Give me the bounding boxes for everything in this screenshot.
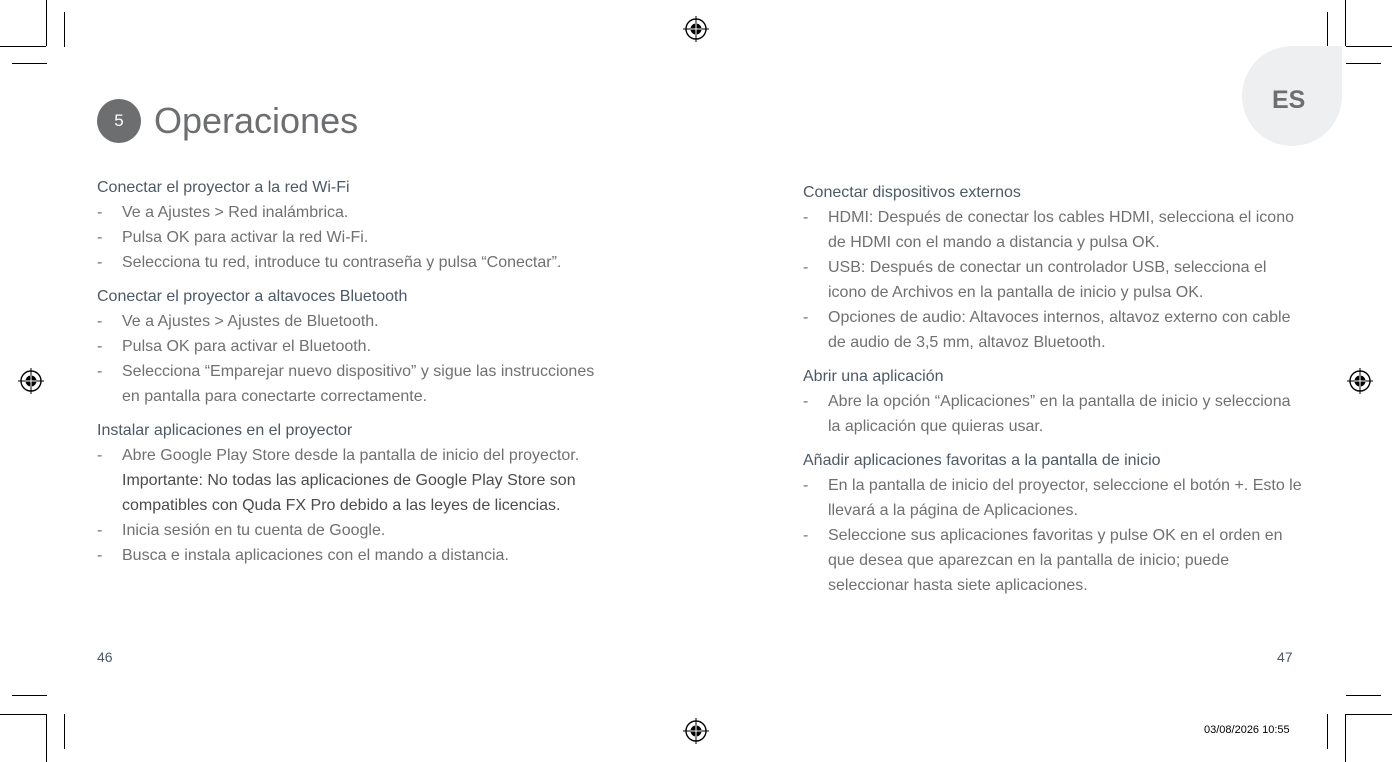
crop-mark <box>64 12 65 47</box>
section-heading: Conectar dispositivos externos <box>803 184 1021 201</box>
list-item: - En la pantalla de inicio del proyector, seleccione el botón +. Esto le llevará a la página de Aplicaciones. <box>803 473 1303 523</box>
crop-mark <box>0 714 46 715</box>
section-heading: Conectar el proyector a la red Wi-Fi <box>97 179 350 196</box>
registration-mark-icon <box>18 368 44 394</box>
step-list <box>97 443 597 568</box>
crop-mark <box>12 63 47 64</box>
list-item: - Abre la opción “Aplicaciones” en la pantalla de inicio y selecciona la aplicación que quieras usar. <box>803 389 1303 439</box>
section-install-apps <box>97 418 597 568</box>
important-note: Importante: No todas las aplicaciones de Google Play Store son compatibles con Quda FX Pro debido a las leyes de licencias. <box>122 472 576 514</box>
crop-mark <box>12 695 47 696</box>
crop-mark <box>1327 714 1328 749</box>
crop-mark <box>46 0 47 46</box>
section-heading: Instalar aplicaciones en el proyector <box>97 422 353 439</box>
list-item-text: Abre Google Play Store desde la pantalla de inicio del proyector. <box>122 447 580 464</box>
list-item: - HDMI: Después de conectar los cables HDMI, selecciona el icono de HDMI con el mando a distancia y pulsa OK. <box>803 205 1303 255</box>
list-item: - Ve a Ajustes > Red inalámbrica. <box>97 200 597 225</box>
right-column <box>803 180 1303 607</box>
list-item: - Seleccione sus aplicaciones favoritas y pulse OK en el orden en que desea que aparezcan en la pantalla de inicio; puede seleccionar hasta siete aplicaciones. <box>803 523 1303 598</box>
list-item: - Opciones de audio: Altavoces internos, altavoz externo con cable de audio de 3,5 mm, altavoz Bluetooth. <box>803 305 1303 355</box>
language-badge-label: ES <box>1272 86 1306 114</box>
list-item: - Pulsa OK para activar la red Wi-Fi. <box>97 225 597 250</box>
list-item: - Selecciona tu red, introduce tu contraseña y pulsa “Conectar”. <box>97 250 597 275</box>
crop-mark <box>1345 714 1346 762</box>
left-column <box>97 175 597 577</box>
section-wifi <box>97 175 597 275</box>
crop-mark <box>1345 0 1346 46</box>
registration-mark-icon <box>683 718 709 744</box>
page-number-left: 46 <box>97 649 113 665</box>
section-heading: Abrir una aplicación <box>803 368 944 385</box>
crop-mark <box>46 714 47 762</box>
chapter-title: Operaciones <box>154 100 359 141</box>
crop-mark <box>64 714 65 749</box>
print-timestamp: 03/08/2026 10:55 <box>1204 724 1290 736</box>
section-heading: Conectar el proyector a altavoces Bluetooth <box>97 288 408 305</box>
section-external-devices <box>803 180 1303 355</box>
language-badge <box>1242 46 1342 146</box>
step-list <box>803 205 1303 355</box>
step-list <box>97 200 597 275</box>
step-list <box>97 309 597 409</box>
crop-mark <box>1346 714 1392 715</box>
crop-mark <box>0 46 46 47</box>
crop-mark <box>1327 12 1328 47</box>
list-item: - Selecciona “Emparejar nuevo dispositivo” y sigue las instrucciones en pantalla para conectarte correctamente. <box>97 359 597 409</box>
registration-mark-icon <box>683 16 709 42</box>
step-list <box>803 389 1303 439</box>
crop-mark <box>1346 63 1381 64</box>
page-number-right: 47 <box>1277 649 1293 665</box>
section-open-app <box>803 364 1303 439</box>
list-item: - Busca e instala aplicaciones con el mando a distancia. <box>97 543 597 568</box>
step-list <box>803 473 1303 598</box>
registration-mark-icon <box>1347 368 1373 394</box>
crop-mark <box>1346 695 1381 696</box>
list-item <box>97 443 597 518</box>
section-heading: Añadir aplicaciones favoritas a la pantalla de inicio <box>803 452 1161 469</box>
list-item: - Ve a Ajustes > Ajustes de Bluetooth. <box>97 309 597 334</box>
section-bluetooth <box>97 284 597 409</box>
list-item: - Pulsa OK para activar el Bluetooth. <box>97 334 597 359</box>
list-item: - USB: Después de conectar un controlador USB, selecciona el icono de Archivos en la pantalla de inicio y pulsa OK. <box>803 255 1303 305</box>
crop-mark <box>1346 46 1392 47</box>
section-favorite-apps <box>803 448 1303 598</box>
chapter-number: 5 <box>97 99 141 143</box>
list-item: - Inicia sesión en tu cuenta de Google. <box>97 518 597 543</box>
